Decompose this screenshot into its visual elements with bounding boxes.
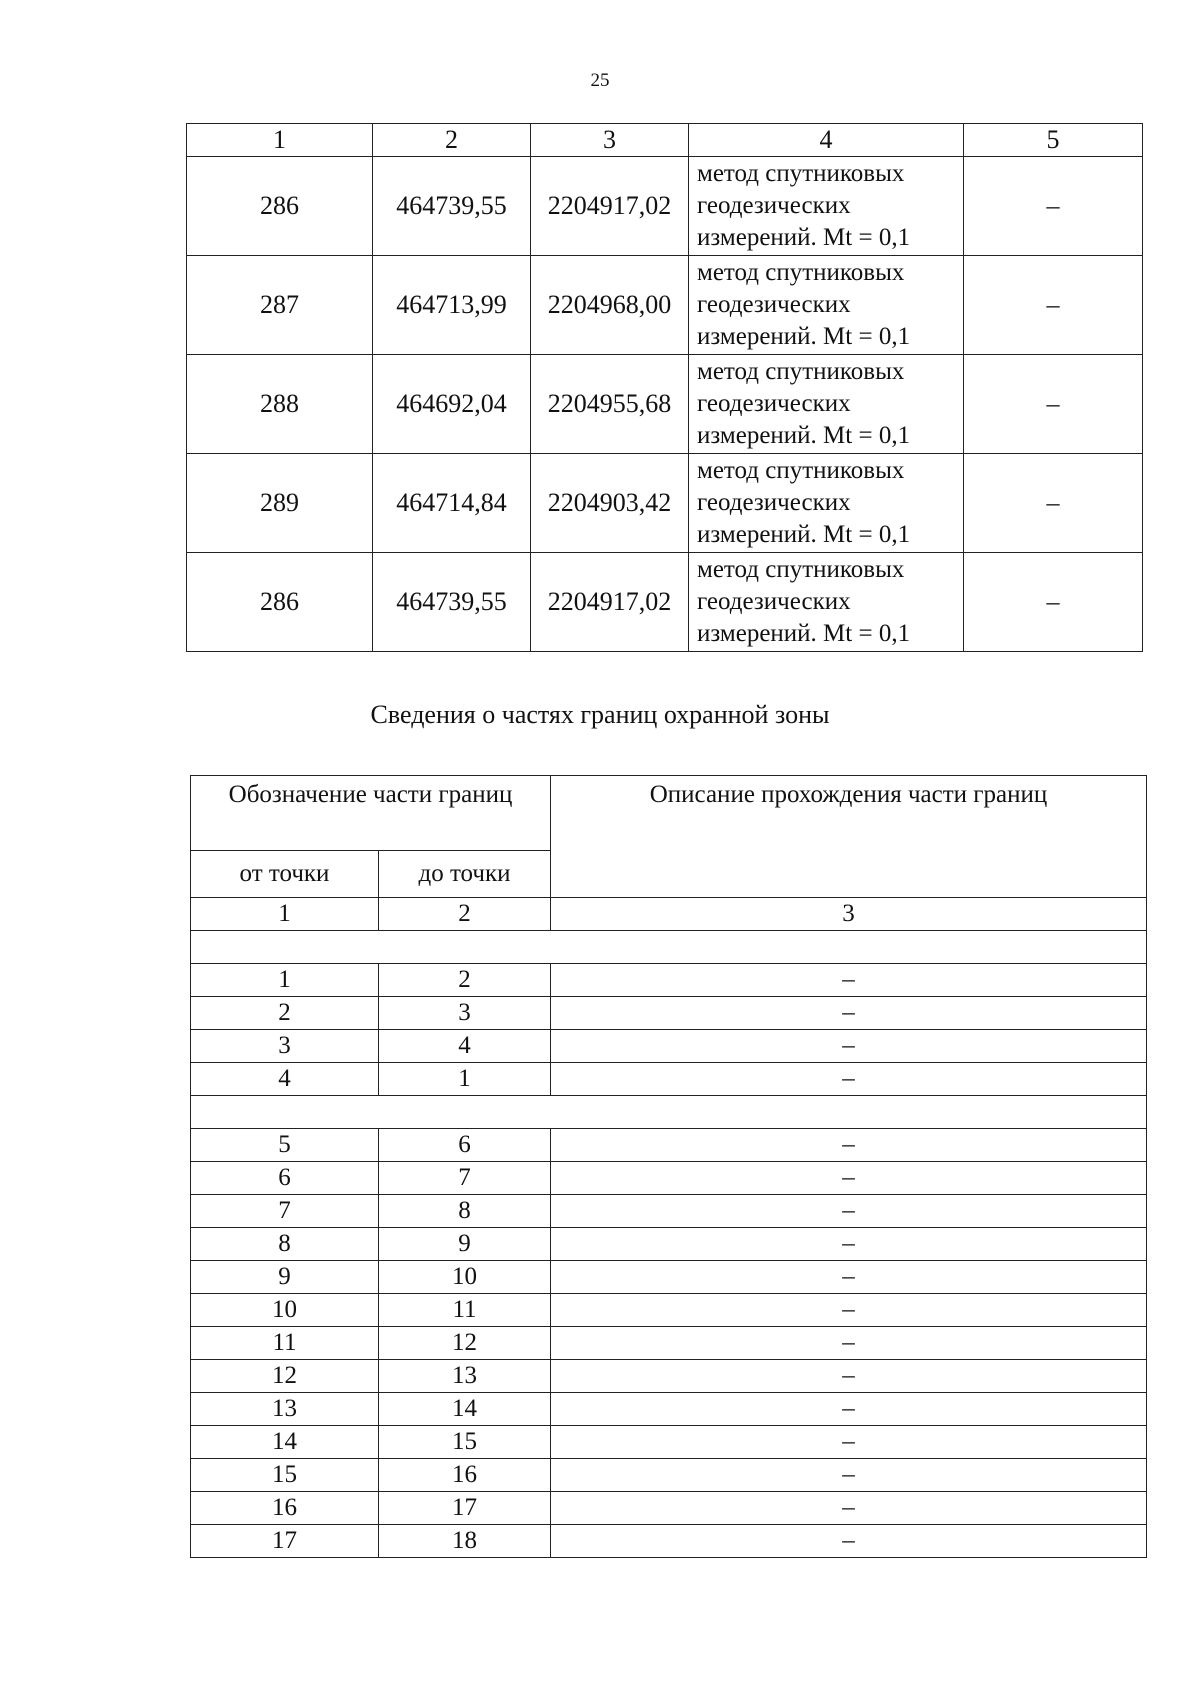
description-cell: – [551,1030,1147,1063]
from-point-cell: 13 [191,1393,379,1426]
from-point-cell: 11 [191,1327,379,1360]
x-coordinate-cell: 464739,55 [373,553,531,652]
to-point-cell: 1 [379,1063,551,1096]
from-point-cell: 6 [191,1162,379,1195]
boundary-part-row [191,1525,1147,1558]
method-line: измерений. Mt = 0,1 [697,224,911,251]
from-point-cell: 7 [191,1195,379,1228]
boundary-part-row [191,1195,1147,1228]
description-cell: – [551,1195,1147,1228]
description-cell: – [551,1525,1147,1558]
to-point-cell: 16 [379,1459,551,1492]
from-point-cell: 3 [191,1030,379,1063]
from-point-cell: 5 [191,1129,379,1162]
description-cell: – [551,997,1147,1030]
description-cell: – [551,1492,1147,1525]
method-line: геодезических [697,192,851,219]
from-point-cell: 16 [191,1492,379,1525]
to-point-cell: 14 [379,1393,551,1426]
column-number-cell: 4 [689,124,964,157]
column-number-cell: 2 [379,898,551,931]
group-separator-row [191,1096,1147,1129]
point-number-cell: 287 [187,256,373,355]
boundary-part-row [191,1030,1147,1063]
from-point-cell: 1 [191,964,379,997]
description-cell: – [551,1327,1147,1360]
to-point-cell: 7 [379,1162,551,1195]
to-point-cell: 15 [379,1426,551,1459]
boundary-part-row [191,1063,1147,1096]
from-point-cell: 14 [191,1426,379,1459]
coordinates-table-row [187,553,1143,652]
point-number-cell: 286 [187,553,373,652]
method-line: измерений. Mt = 0,1 [697,620,911,647]
point-number-cell: 288 [187,355,373,454]
x-coordinate-cell: 464739,55 [373,157,531,256]
from-point-cell: 4 [191,1063,379,1096]
to-point-cell: 12 [379,1327,551,1360]
method-line: измерений. Mt = 0,1 [697,323,911,350]
boundary-part-row [191,1261,1147,1294]
column-number-cell: 3 [531,124,689,157]
method-line: метод спутниковых [697,358,905,385]
method-line: геодезических [697,291,851,318]
method-line: геодезических [697,489,851,516]
description-cell: – [551,1063,1147,1096]
method-line: метод спутниковых [697,160,905,187]
to-point-cell: 11 [379,1294,551,1327]
boundary-part-row [191,1426,1147,1459]
note-cell: – [964,454,1143,553]
to-point-cell: 10 [379,1261,551,1294]
description-cell: – [551,1162,1147,1195]
group-separator-cell [191,1096,1147,1129]
boundary-part-row [191,964,1147,997]
note-cell: – [964,157,1143,256]
to-point-cell: 9 [379,1228,551,1261]
method-line: геодезических [697,390,851,417]
y-coordinate-cell: 2204917,02 [531,553,689,652]
boundary-part-row [191,997,1147,1030]
to-point-cell: 2 [379,964,551,997]
description-header-cell: Описание прохождения части границ [551,776,1147,898]
column-number-cell: 2 [373,124,531,157]
method-line: измерений. Mt = 0,1 [697,422,911,449]
to-point-cell: 3 [379,997,551,1030]
y-coordinate-cell: 2204968,00 [531,256,689,355]
parts-table-header-row [191,776,1147,851]
x-coordinate-cell: 464713,99 [373,256,531,355]
y-coordinate-cell: 2204955,68 [531,355,689,454]
from-point-cell: 2 [191,997,379,1030]
method-cell [689,256,964,355]
coordinates-table-row [187,454,1143,553]
from-point-cell: 15 [191,1459,379,1492]
description-cell: – [551,1228,1147,1261]
boundary-part-row [191,1360,1147,1393]
group-separator-cell [191,931,1147,964]
method-cell [689,454,964,553]
description-cell: – [551,1129,1147,1162]
boundary-part-row [191,1459,1147,1492]
to-point-cell: 18 [379,1525,551,1558]
note-cell: – [964,553,1143,652]
coordinates-table-row [187,355,1143,454]
description-cell: – [551,1459,1147,1492]
from-point-cell: 10 [191,1294,379,1327]
point-number-cell: 289 [187,454,373,553]
method-line: метод спутниковых [697,556,905,583]
method-line: метод спутниковых [697,457,905,484]
group-separator-row [191,931,1147,964]
from-point-cell: 17 [191,1525,379,1558]
column-number-cell: 3 [551,898,1147,931]
method-line: метод спутниковых [697,259,905,286]
description-cell: – [551,1261,1147,1294]
boundary-part-row [191,1492,1147,1525]
description-cell: – [551,964,1147,997]
column-number-cell: 5 [964,124,1143,157]
x-coordinate-cell: 464692,04 [373,355,531,454]
coordinates-table [186,123,1143,652]
coordinates-table-row [187,256,1143,355]
to-point-cell: 4 [379,1030,551,1063]
to-point-header-cell: до точки [379,851,551,898]
to-point-cell: 8 [379,1195,551,1228]
coordinates-table-header-row [187,124,1143,157]
from-point-cell: 12 [191,1360,379,1393]
method-line: измерений. Mt = 0,1 [697,521,911,548]
boundary-part-row [191,1228,1147,1261]
parts-table-column-numbers-row [191,898,1147,931]
boundary-part-row [191,1393,1147,1426]
boundary-part-row [191,1129,1147,1162]
to-point-cell: 13 [379,1360,551,1393]
method-cell [689,355,964,454]
column-number-cell: 1 [187,124,373,157]
description-cell: – [551,1426,1147,1459]
y-coordinate-cell: 2204917,02 [531,157,689,256]
note-cell: – [964,355,1143,454]
from-point-cell: 9 [191,1261,379,1294]
method-cell [689,157,964,256]
description-cell: – [551,1294,1147,1327]
to-point-cell: 6 [379,1129,551,1162]
page-number: 25 [590,70,610,91]
method-cell [689,553,964,652]
boundary-part-row [191,1327,1147,1360]
point-number-cell: 286 [187,157,373,256]
boundary-parts-table [190,775,1147,1558]
column-number-cell: 1 [191,898,379,931]
from-point-header-cell: от точки [191,851,379,898]
description-cell: – [551,1360,1147,1393]
from-point-cell: 8 [191,1228,379,1261]
description-cell: – [551,1393,1147,1426]
note-cell: – [964,256,1143,355]
boundary-part-row [191,1294,1147,1327]
boundary-part-row [191,1162,1147,1195]
method-line: геодезических [697,588,851,615]
to-point-cell: 17 [379,1492,551,1525]
x-coordinate-cell: 464714,84 [373,454,531,553]
designation-header-cell: Обозначение части границ [191,776,551,851]
coordinates-table-row [187,157,1143,256]
y-coordinate-cell: 2204903,42 [531,454,689,553]
section-title: Сведения о частях границ охранной зоны [370,700,830,729]
